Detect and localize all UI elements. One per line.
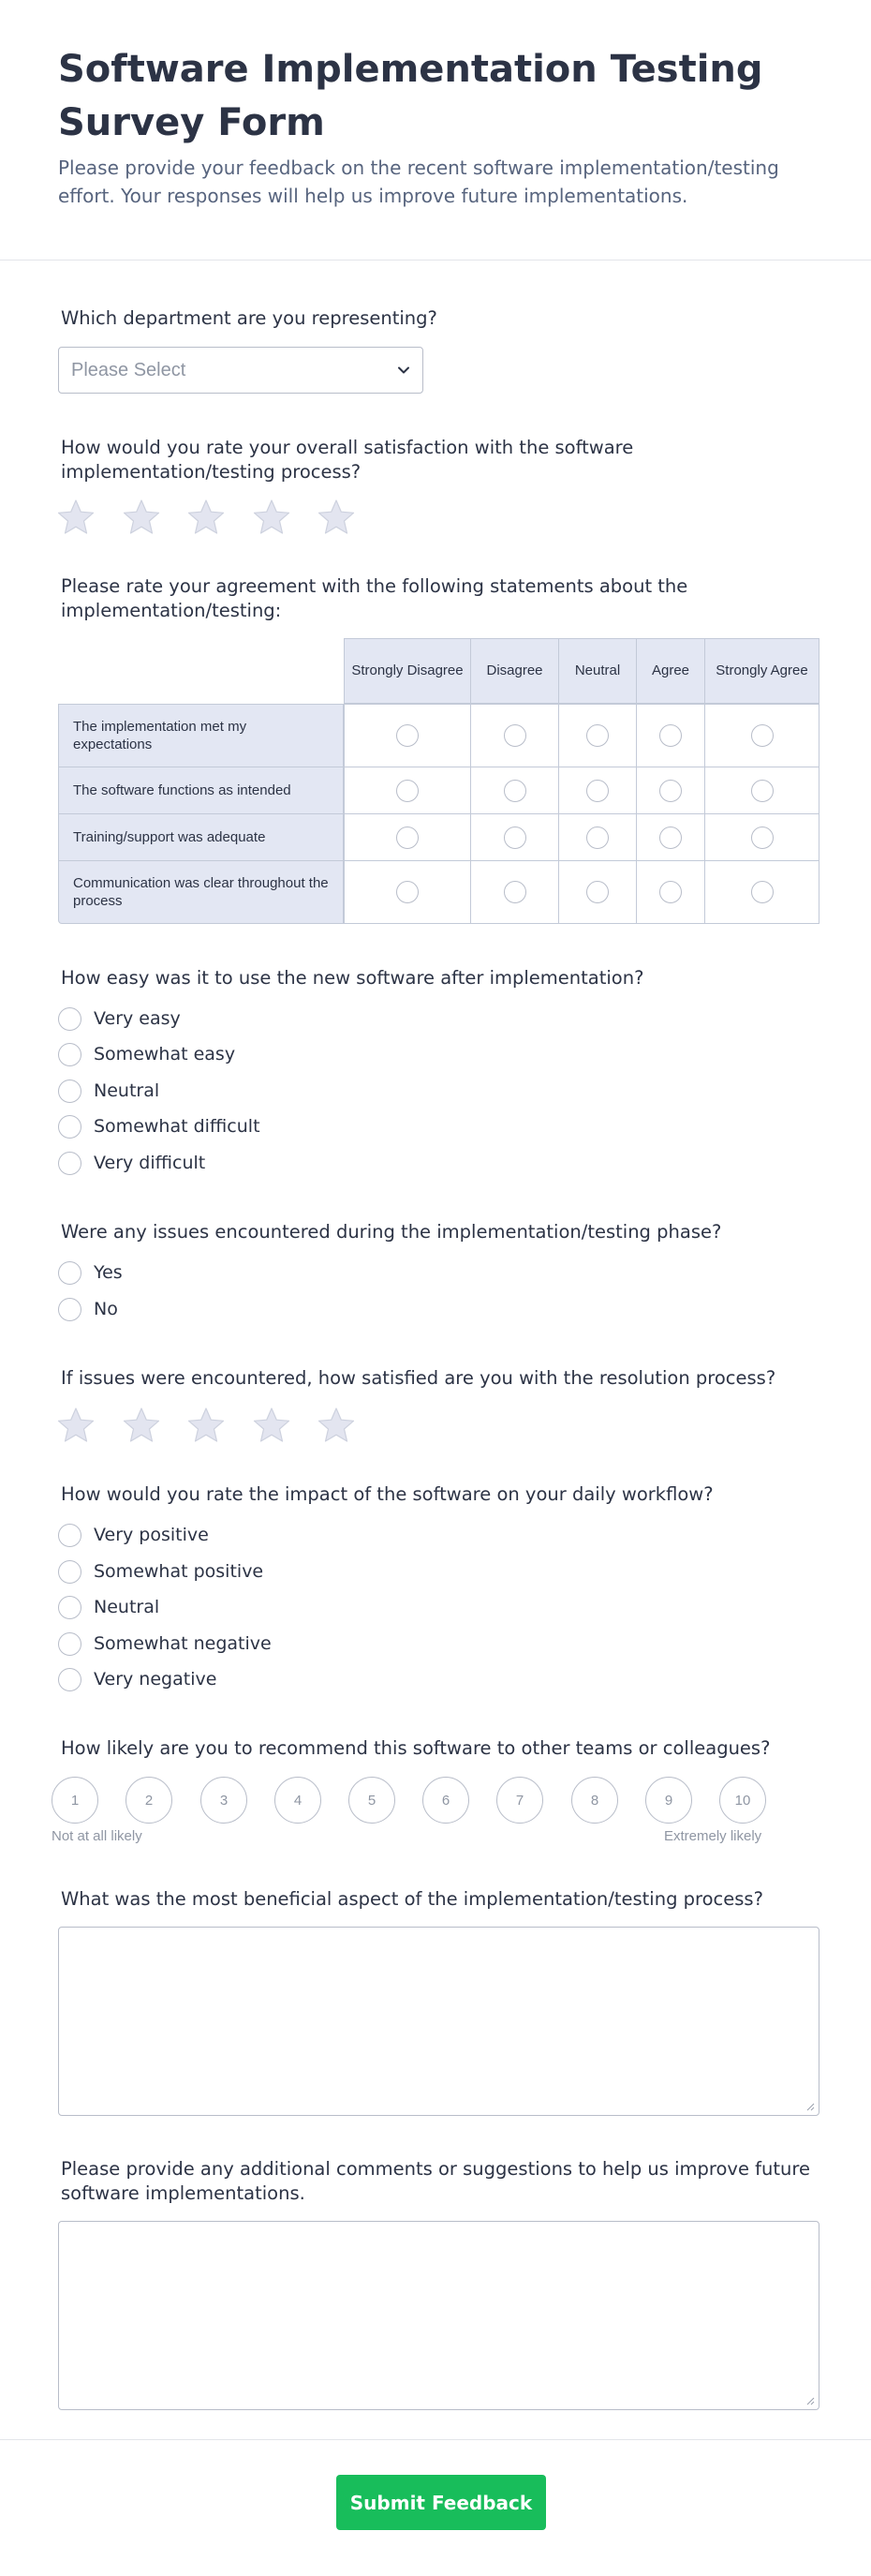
matrix-radio[interactable] (659, 826, 682, 849)
ease-option[interactable] (58, 1078, 159, 1104)
comments-textarea[interactable] (58, 2221, 819, 2410)
matrix-cell (705, 704, 819, 767)
matrix-radio[interactable] (586, 881, 609, 903)
resize-grip-icon[interactable] (805, 2102, 815, 2111)
scale-option-1[interactable]: 1 (52, 1777, 98, 1824)
scale-option-3[interactable]: 3 (200, 1777, 247, 1824)
issues-question: Were any issues encountered during the implementation/testing phase? (61, 1221, 722, 1243)
submit-button[interactable]: Submit Feedback (336, 2475, 546, 2530)
impact-option[interactable] (58, 1558, 263, 1585)
matrix-radio[interactable] (504, 826, 526, 849)
scale-option-9[interactable]: 9 (645, 1777, 692, 1824)
matrix-cell (637, 704, 705, 767)
beneficial-question: What was the most beneficial aspect of the implementation/testing process? (61, 1888, 763, 1910)
radio-label: Somewhat positive (94, 1561, 264, 1582)
star-icon[interactable] (252, 498, 291, 537)
department-dropdown[interactable] (58, 347, 423, 394)
radio-label: Very negative (94, 1669, 217, 1690)
matrix-row-label: Training/support was adequate (58, 814, 344, 861)
matrix-radio[interactable] (504, 780, 526, 802)
ease-option[interactable] (58, 1150, 205, 1176)
matrix-cell (705, 814, 819, 861)
scale-option-7[interactable]: 7 (496, 1777, 543, 1824)
radio-label: Very easy (94, 1008, 181, 1029)
matrix-radio[interactable] (659, 724, 682, 747)
matrix-cell (471, 861, 559, 924)
matrix-cell (344, 767, 471, 814)
matrix-cell (559, 704, 637, 767)
radio-button[interactable] (58, 1007, 81, 1031)
satisfaction-question: How would you rate your overall satisfaction with the software implementation/testing process? (61, 437, 634, 483)
impact-option[interactable] (58, 1594, 159, 1620)
matrix-radio[interactable] (751, 881, 774, 903)
radio-button[interactable] (58, 1524, 81, 1547)
impact-option[interactable] (58, 1522, 209, 1548)
impact-option[interactable] (58, 1666, 216, 1692)
radio-label: Neutral (94, 1597, 160, 1617)
matrix-radio[interactable] (396, 881, 419, 903)
matrix-column-header: Strongly Disagree (344, 638, 471, 704)
beneficial-textarea[interactable] (58, 1927, 819, 2116)
matrix-column-header: Strongly Agree (704, 638, 819, 704)
matrix-column-header: Agree (636, 638, 705, 704)
ease-option[interactable] (58, 1005, 181, 1032)
star-icon[interactable] (122, 1406, 161, 1445)
resolution-question: If issues were encountered, how satisfied are you with the resolution process? (61, 1367, 776, 1389)
matrix-cell (471, 704, 559, 767)
matrix-radio[interactable] (659, 881, 682, 903)
radio-button[interactable] (58, 1668, 81, 1691)
comments-question: Please provide any additional comments or suggestions to help us improve future software implementations. (61, 2158, 810, 2204)
matrix-radio[interactable] (751, 724, 774, 747)
matrix-radio[interactable] (504, 881, 526, 903)
matrix-cell (471, 814, 559, 861)
star-icon[interactable] (252, 1406, 291, 1445)
agreement-matrix (58, 638, 819, 924)
star-icon[interactable] (186, 498, 226, 537)
star-icon[interactable] (122, 498, 161, 537)
matrix-row-label: Communication was clear throughout the process (58, 861, 344, 924)
radio-button[interactable] (58, 1043, 81, 1066)
matrix-cell (344, 861, 471, 924)
matrix-radio[interactable] (396, 826, 419, 849)
matrix-cell (559, 767, 637, 814)
ease-option[interactable] (58, 1041, 235, 1067)
matrix-radio[interactable] (504, 724, 526, 747)
matrix-radio[interactable] (586, 724, 609, 747)
matrix-column-header: Neutral (558, 638, 637, 704)
radio-label: Somewhat easy (94, 1044, 236, 1065)
radio-button[interactable] (58, 1152, 81, 1175)
scale-option-10[interactable]: 10 (719, 1777, 766, 1824)
department-question: Which department are you representing? (61, 307, 437, 329)
ease-question: How easy was it to use the new software after implementation? (61, 967, 644, 989)
scale-option-8[interactable]: 8 (571, 1777, 618, 1824)
matrix-radio[interactable] (659, 780, 682, 802)
radio-button[interactable] (58, 1596, 81, 1619)
radio-button[interactable] (58, 1632, 81, 1656)
radio-button[interactable] (58, 1560, 81, 1584)
ease-option[interactable] (58, 1113, 260, 1139)
matrix-radio[interactable] (586, 826, 609, 849)
radio-button[interactable] (58, 1080, 81, 1103)
radio-label: Neutral (94, 1080, 160, 1101)
radio-button[interactable] (58, 1261, 81, 1285)
scale-option-4[interactable]: 4 (274, 1777, 321, 1824)
scale-max-label: Extremely likely (664, 1828, 762, 1844)
star-icon[interactable] (56, 1406, 96, 1445)
matrix-row-label: The software functions as intended (58, 767, 344, 814)
radio-button[interactable] (58, 1298, 81, 1321)
chevron-down-icon (394, 361, 413, 380)
matrix-cell (559, 814, 637, 861)
scale-option-6[interactable]: 6 (422, 1777, 469, 1824)
matrix-radio[interactable] (751, 826, 774, 849)
issues-option[interactable] (58, 1296, 118, 1322)
matrix-radio[interactable] (396, 780, 419, 802)
matrix-cell (471, 767, 559, 814)
scale-option-5[interactable]: 5 (348, 1777, 395, 1824)
star-icon[interactable] (317, 498, 356, 537)
matrix-radio[interactable] (586, 780, 609, 802)
issues-option[interactable] (58, 1259, 123, 1286)
matrix-cell (344, 704, 471, 767)
resize-grip-icon[interactable] (805, 2396, 815, 2405)
radio-label: No (94, 1299, 118, 1319)
radio-label: Somewhat difficult (94, 1116, 260, 1137)
radio-label: Very difficult (94, 1153, 206, 1173)
star-icon[interactable] (56, 498, 96, 537)
matrix-cell (705, 861, 819, 924)
form-subtitle: Please provide your feedback on the recent software implementation/testing effort. Your responses will help us improve future implementations. (58, 156, 779, 207)
form-title: Software Implementation Testing Survey Form (58, 48, 763, 144)
scale-option-2[interactable]: 2 (125, 1777, 172, 1824)
matrix-radio[interactable] (396, 724, 419, 747)
recommend-question: How likely are you to recommend this software to other teams or colleagues? (61, 1737, 771, 1759)
matrix-radio[interactable] (751, 780, 774, 802)
matrix-row-label: The implementation met my expectations (58, 704, 344, 767)
radio-label: Very positive (94, 1525, 209, 1545)
matrix-cell (344, 814, 471, 861)
matrix-cell (637, 767, 705, 814)
star-icon[interactable] (317, 1406, 356, 1445)
department-dropdown-placeholder: Please Select (71, 360, 186, 380)
star-icon[interactable] (186, 1406, 226, 1445)
radio-label: Yes (94, 1262, 123, 1283)
radio-label: Somewhat negative (94, 1633, 272, 1654)
matrix-column-header: Disagree (470, 638, 559, 704)
matrix-cell (559, 861, 637, 924)
impact-option[interactable] (58, 1630, 272, 1657)
agreement-question: Please rate your agreement with the following statements about the implementation/testing: (61, 575, 688, 621)
matrix-cell (705, 767, 819, 814)
form-header (0, 0, 871, 261)
impact-question: How would you rate the impact of the software on your daily workflow? (61, 1483, 714, 1505)
scale-min-label: Not at all likely (52, 1828, 142, 1844)
matrix-cell (637, 814, 705, 861)
matrix-cell (637, 861, 705, 924)
radio-button[interactable] (58, 1115, 81, 1139)
